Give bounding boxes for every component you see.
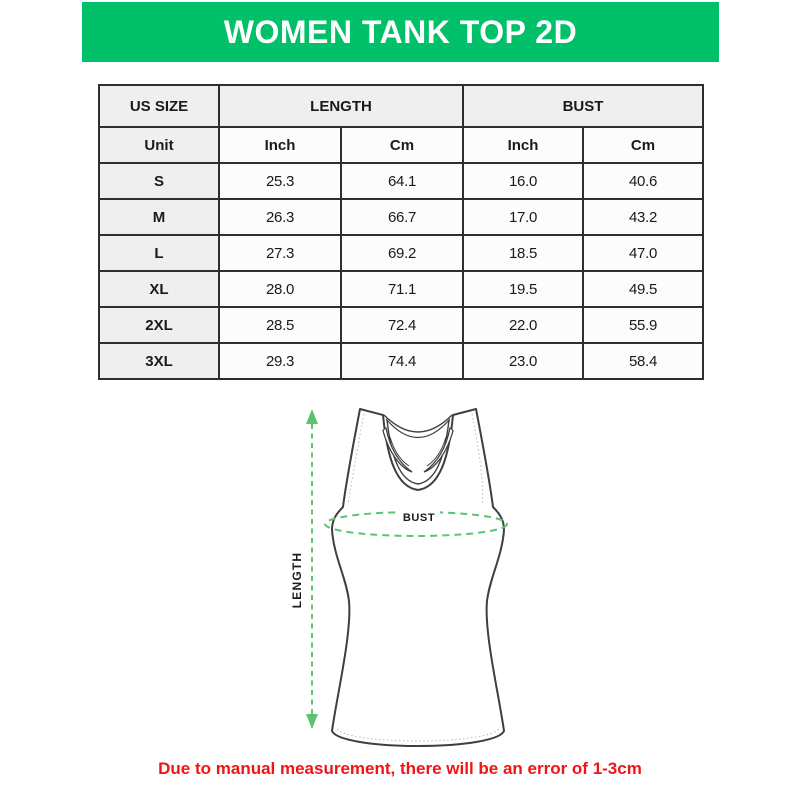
table-header-row-groups bbox=[99, 85, 703, 127]
cell-bust-inch: 19.5 bbox=[463, 271, 583, 307]
page-title: WOMEN TANK TOP 2D bbox=[223, 13, 578, 50]
size-label: XL bbox=[99, 271, 219, 307]
cell-bust-inch: 16.0 bbox=[463, 163, 583, 199]
cell-length-inch: 29.3 bbox=[219, 343, 341, 379]
measurement-disclaimer: Due to manual measurement, there will be an error of 1-3cm bbox=[158, 759, 642, 778]
length-label: LENGTH bbox=[290, 551, 304, 609]
tank-top-measurement-diagram bbox=[280, 395, 520, 755]
table-row bbox=[99, 199, 703, 235]
cell-length-cm: 74.4 bbox=[341, 343, 463, 379]
cell-bust-cm: 55.9 bbox=[583, 307, 703, 343]
table-row bbox=[99, 235, 703, 271]
title-banner bbox=[82, 2, 719, 62]
cell-length-inch: 26.3 bbox=[219, 199, 341, 235]
cell-bust-cm: 43.2 bbox=[583, 199, 703, 235]
length-arrow-down-icon bbox=[306, 714, 318, 729]
table-row bbox=[99, 163, 703, 199]
cell-bust-inch: 23.0 bbox=[463, 343, 583, 379]
col-header-bust-inch: Inch bbox=[463, 127, 583, 163]
cell-bust-inch: 18.5 bbox=[463, 235, 583, 271]
length-annotation bbox=[290, 409, 318, 729]
bust-label: BUST bbox=[402, 512, 436, 524]
table-row bbox=[99, 307, 703, 343]
cell-length-inch: 28.0 bbox=[219, 271, 341, 307]
cell-length-cm: 64.1 bbox=[341, 163, 463, 199]
cell-bust-cm: 40.6 bbox=[583, 163, 703, 199]
cell-length-cm: 69.2 bbox=[341, 235, 463, 271]
cell-length-inch: 25.3 bbox=[219, 163, 341, 199]
size-label: L bbox=[99, 235, 219, 271]
size-label: S bbox=[99, 163, 219, 199]
size-chart-table bbox=[98, 84, 704, 380]
table-header-row-units bbox=[99, 127, 703, 163]
cell-bust-inch: 17.0 bbox=[463, 199, 583, 235]
col-header-length-inch: Inch bbox=[219, 127, 341, 163]
cell-length-inch: 27.3 bbox=[219, 235, 341, 271]
col-header-bust: BUST bbox=[463, 85, 703, 127]
tank-top-sketch bbox=[332, 409, 504, 746]
col-header-bust-cm: Cm bbox=[583, 127, 703, 163]
cell-bust-cm: 47.0 bbox=[583, 235, 703, 271]
cell-length-inch: 28.5 bbox=[219, 307, 341, 343]
size-label: 2XL bbox=[99, 307, 219, 343]
col-header-length: LENGTH bbox=[219, 85, 463, 127]
size-label: M bbox=[99, 199, 219, 235]
length-arrow-up-icon bbox=[306, 409, 318, 424]
cell-length-cm: 72.4 bbox=[341, 307, 463, 343]
size-label: 3XL bbox=[99, 343, 219, 379]
cell-length-cm: 71.1 bbox=[341, 271, 463, 307]
col-header-us-size: US SIZE bbox=[99, 85, 219, 127]
table-row bbox=[99, 271, 703, 307]
col-header-length-cm: Cm bbox=[341, 127, 463, 163]
cell-bust-cm: 58.4 bbox=[583, 343, 703, 379]
cell-bust-inch: 22.0 bbox=[463, 307, 583, 343]
cell-bust-cm: 49.5 bbox=[583, 271, 703, 307]
col-header-unit: Unit bbox=[99, 127, 219, 163]
table-row bbox=[99, 343, 703, 379]
cell-length-cm: 66.7 bbox=[341, 199, 463, 235]
